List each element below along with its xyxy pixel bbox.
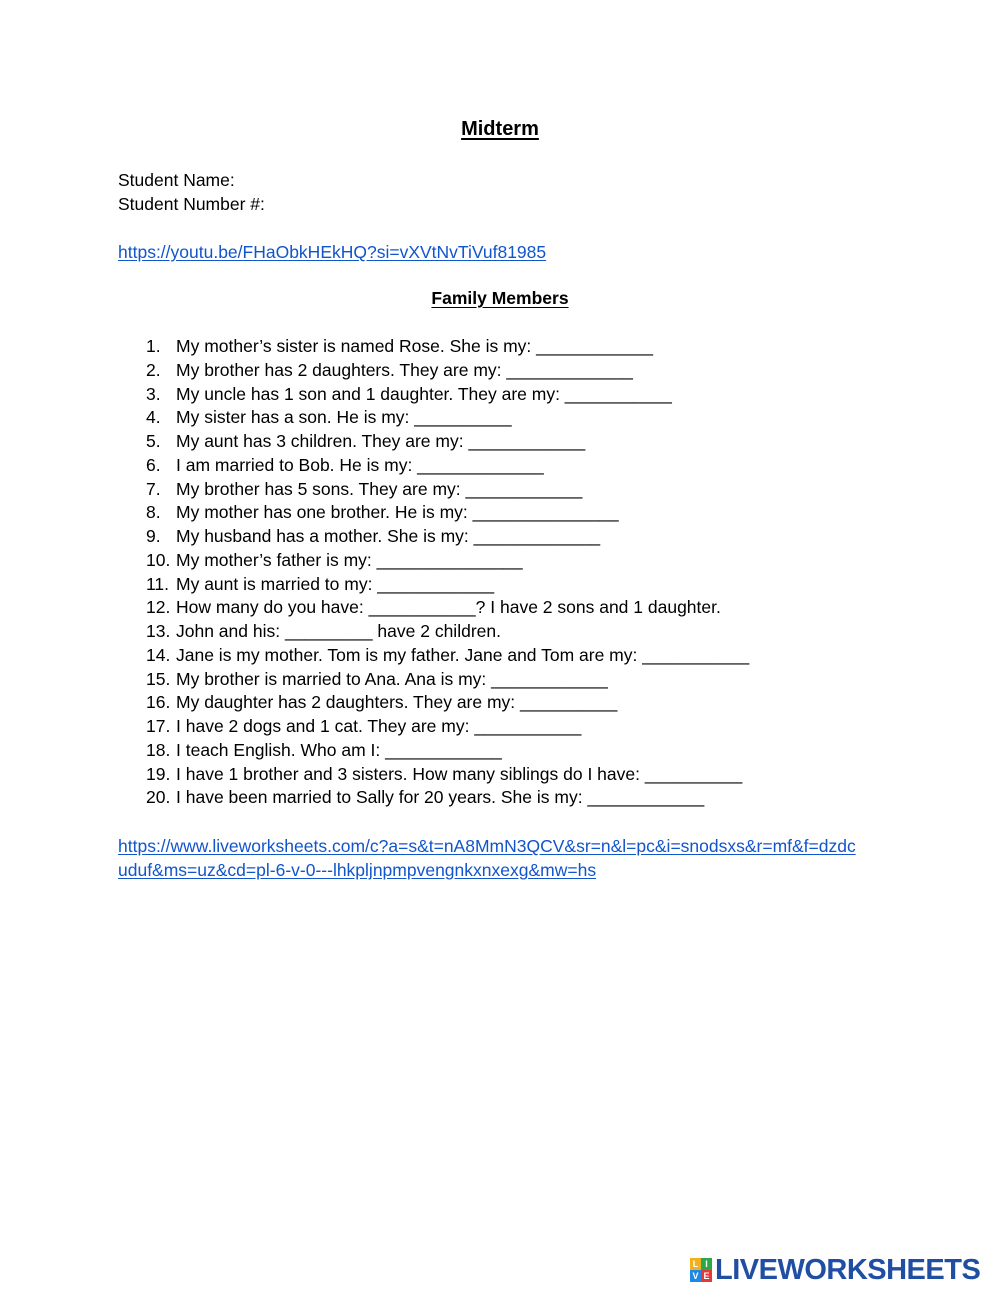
question-text: My brother is married to Ana. Ana is my: ____________ [176, 668, 608, 689]
question-text: My aunt is married to my: ____________ [176, 573, 495, 594]
question-item [118, 478, 918, 502]
question-item [118, 335, 918, 359]
question-item [118, 359, 918, 383]
question-text: Jane is my mother. Tom is my father. Jane and Tom are my: ___________ [176, 644, 750, 665]
question-item [118, 715, 918, 739]
question-item [118, 454, 918, 478]
question-number: 17. [146, 716, 171, 736]
question-text: I teach English. Who am I: ____________ [176, 739, 502, 760]
question-number: 16. [146, 692, 171, 713]
question-text: My brother has 5 sons. They are my: ____________ [176, 478, 583, 499]
question-item [118, 573, 918, 597]
question-number: 11. [146, 573, 170, 594]
question-item [118, 786, 918, 810]
section-title: Family Members [431, 288, 569, 308]
question-number: 15. [146, 668, 171, 689]
worksheet-link-line-2[interactable]: uduf&ms=uz&cd=pl-6-v-0---lhkpljnpmpvengnkxnxexg&mw=hs [118, 860, 597, 880]
question-text: How many do you have: ___________? I have 2 sons and 1 daughter. [176, 597, 721, 618]
question-number: 12. [146, 597, 171, 618]
question-text: I have been married to Sally for 20 years. She is my: ____________ [176, 787, 705, 808]
question-text: My mother’s sister is named Rose. She is my: ____________ [176, 336, 653, 356]
logo-mark-letter: V [690, 1270, 701, 1282]
question-text: My uncle has 1 son and 1 daughter. They are my: ___________ [176, 383, 672, 404]
question-text: My husband has a mother. She is my: _____________ [176, 526, 601, 546]
question-number: 10. [146, 549, 171, 570]
question-item [118, 501, 918, 525]
question-text: I have 1 brother and 3 sisters. How many siblings do I have: __________ [176, 763, 743, 784]
question-number: 5. [146, 431, 161, 451]
question-item [118, 620, 918, 644]
question-item [118, 430, 918, 454]
question-number: 9. [146, 526, 161, 546]
question-text: My brother has 2 daughters. They are my: _____________ [176, 359, 633, 380]
question-item [118, 383, 918, 407]
question-text: My sister has a son. He is my: __________ [176, 407, 512, 428]
question-item [118, 596, 918, 620]
logo-mark-letter: I [701, 1258, 712, 1270]
question-number: 20. [146, 787, 171, 808]
liveworksheets-logo-icon [690, 1258, 712, 1282]
student-number-label: Student Number #: [118, 194, 265, 214]
question-text: I am married to Bob. He is my: _____________ [176, 454, 544, 475]
question-item [118, 644, 918, 668]
question-number: 4. [146, 407, 161, 428]
question-text: My aunt has 3 children. They are my: ____________ [176, 431, 586, 451]
video-link[interactable]: https://youtu.be/FHaObkHEkHQ?si=vXVtNvTiVuf81985 [118, 242, 547, 262]
worksheet-link-line-1[interactable]: https://www.liveworksheets.com/c?a=s&t=nA8MmN3QCV&sr=n&l=pc&i=snodsxs&r=mf&f=dzdc [118, 836, 856, 856]
question-text: My mother has one brother. He is my: _______________ [176, 502, 619, 523]
student-name-label: Student Name: [118, 170, 235, 190]
question-text: My daughter has 2 daughters. They are my: __________ [176, 692, 618, 713]
question-number: 13. [146, 621, 171, 641]
logo-mark-letter: E [701, 1270, 712, 1282]
question-item [118, 739, 918, 763]
question-number: 6. [146, 454, 161, 475]
question-number: 19. [146, 763, 171, 784]
page-title: Midterm [461, 118, 539, 140]
question-item [118, 763, 918, 787]
question-item [118, 525, 918, 549]
questions-list [118, 335, 918, 810]
question-number: 8. [146, 502, 161, 523]
question-number: 3. [146, 383, 161, 404]
logo-mark-letter: L [690, 1258, 701, 1270]
question-item [118, 549, 918, 573]
logo-text: LIVEWORKSHEETS [715, 1253, 981, 1286]
question-item [118, 406, 918, 430]
question-item [118, 668, 918, 692]
question-text: My mother’s father is my: _______________ [176, 549, 523, 570]
question-number: 1. [146, 336, 161, 356]
question-item [118, 691, 918, 715]
question-number: 14. [146, 644, 171, 665]
question-number: 2. [146, 359, 161, 380]
question-text: I have 2 dogs and 1 cat. They are my: ___________ [176, 716, 582, 736]
question-number: 7. [146, 478, 161, 499]
question-text: John and his: _________ have 2 children. [176, 621, 501, 641]
liveworksheets-logo [690, 1254, 980, 1286]
question-number: 18. [146, 739, 171, 760]
